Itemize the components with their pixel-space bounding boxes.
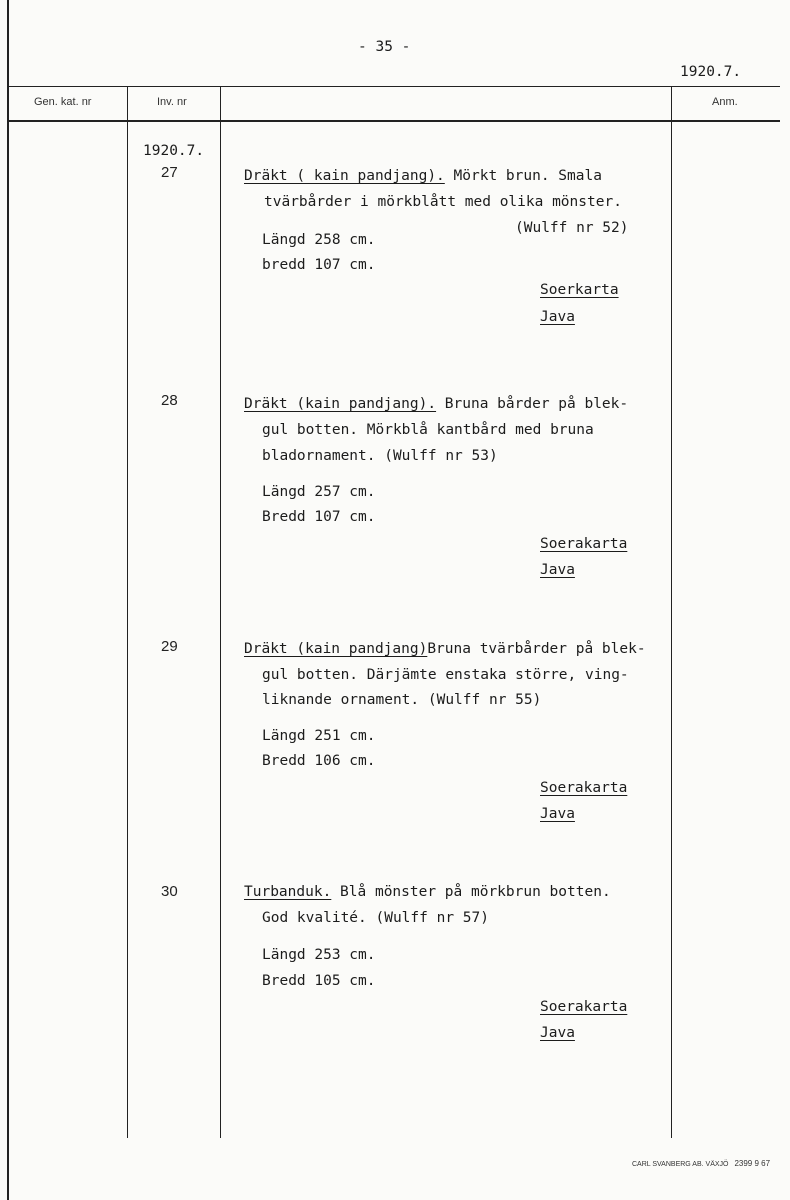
entry-place: Soerakarta: [540, 780, 628, 796]
entry-title-line: [244, 167, 602, 185]
printer-name: CARL SVANBERG AB. VÄXJÖ: [632, 1161, 729, 1168]
col-header-inv-nr: Inv. nr: [157, 96, 187, 108]
inv-number: 28: [161, 392, 178, 409]
entry-length: Längd 253 cm.: [262, 947, 376, 963]
entry-text: bladornament. (Wulff nr 53): [262, 448, 498, 464]
entry-region: Java: [540, 806, 575, 822]
entry-width: Bredd 105 cm.: [262, 973, 376, 989]
entry-title-line: [244, 883, 611, 901]
inv-number: 29: [161, 638, 178, 655]
entry-text: gul botten. Därjämte enstaka större, ving-: [262, 667, 629, 683]
col-header-anm: Anm.: [712, 96, 738, 108]
entry-text: Mörkt brun. Smala: [453, 168, 602, 184]
entry-length: Längd 258 cm.: [262, 232, 376, 248]
entry-text: Blå mönster på mörkbrun botten.: [340, 884, 611, 900]
printer-mark: [632, 1159, 770, 1168]
column-divider-2: [220, 86, 221, 1138]
entry-place: Soerakarta: [540, 536, 628, 552]
entry-title: Dräkt (kain pandjang): [244, 641, 428, 657]
header-bottom-rule: [9, 120, 780, 122]
col-header-gen-kat-nr: Gen. kat. nr: [34, 96, 92, 108]
inv-number: 30: [161, 883, 178, 900]
entry-title-line: [244, 640, 646, 658]
entry-title: Dräkt ( kain pandjang).: [244, 168, 445, 184]
entry-text: liknande ornament. (Wulff nr 55): [262, 692, 542, 708]
entry-text: God kvalité. (Wulff nr 57): [262, 910, 489, 926]
entry-text: Bruna tvärbårder på blek-: [427, 641, 646, 657]
group-label: 1920.7.: [143, 143, 205, 159]
entry-reference: (Wulff nr 52): [515, 220, 629, 236]
entry-region: Java: [540, 309, 575, 325]
column-divider-3: [671, 86, 672, 1138]
entry-length: Längd 257 cm.: [262, 484, 376, 500]
inv-number: 27: [161, 164, 178, 181]
entry-region: Java: [540, 562, 575, 578]
column-divider-1: [127, 86, 128, 1138]
left-margin-rule: [7, 0, 9, 1200]
entry-text: Bruna bårder på blek-: [444, 396, 629, 412]
entry-place: Soerkarta: [540, 282, 619, 298]
header-top-rule: [9, 86, 780, 87]
entry-length: Längd 251 cm.: [262, 728, 376, 744]
entry-title-line: [244, 395, 628, 413]
entry-title: Dräkt (kain pandjang).: [244, 396, 437, 412]
entry-title: Turbanduk.: [244, 884, 332, 900]
entry-width: Bredd 107 cm.: [262, 509, 376, 525]
entry-text: tvärbårder i mörkblått med olika mönster.: [264, 194, 622, 210]
entry-text: gul botten. Mörkblå kantbård med bruna: [262, 422, 594, 438]
entry-width: bredd 107 cm.: [262, 257, 376, 273]
year-code: 1920.7.: [680, 64, 742, 80]
entry-width: Bredd 106 cm.: [262, 753, 376, 769]
form-code: 2399 9 67: [734, 1159, 771, 1168]
entry-region: Java: [540, 1025, 575, 1041]
entry-place: Soerakarta: [540, 999, 628, 1015]
page-number: - 35 -: [358, 39, 411, 55]
